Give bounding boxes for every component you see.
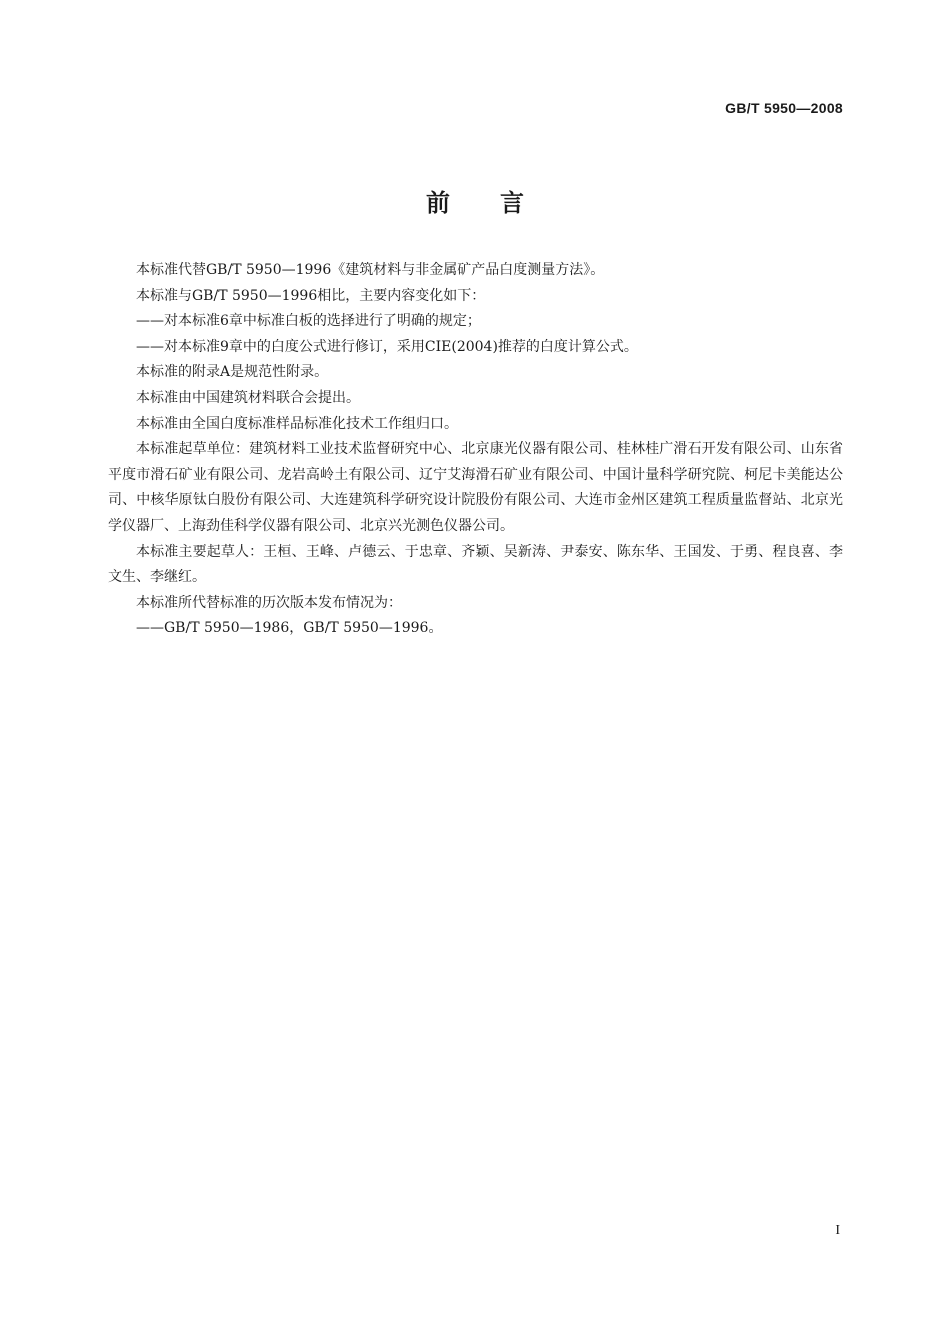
paragraph: 本标准所代替标准的历次版本发布情况为： [136,594,402,611]
title-char-2: 言 [500,189,524,217]
title-char-1: 前 [426,189,450,217]
standard-code: GB/T 5950—2008 [725,100,843,116]
paragraph: 本标准由全国白度标准样品标准化技术工作组归口。 [136,415,458,432]
paragraph: ——对本标准6章中标准白板的选择进行了明确的规定； [136,313,481,330]
paragraph: 本标准代替GB/T 5950—1996《建筑材料与非金属矿产品白度测量方法》。 [136,262,605,278]
page-title [0,183,950,218]
page-number: I [835,1223,840,1238]
paragraph: 本标准主要起草人：王桓、王峰、卢德云、于忠章、齐颖、吴新涛、尹泰安、陈东华、王国发、于勇、程良喜、李文生、李继红。 [108,543,843,586]
paragraph: 本标准由中国建筑材料联合会提出。 [136,389,360,406]
paragraph: ——GB/T 5950—1986，GB/T 5950—1996。 [136,620,443,637]
preface-body [108,258,843,642]
paragraph: 本标准起草单位：建筑材料工业技术监督研究中心、北京康光仪器有限公司、桂林桂广滑石开发有限公司、山东省平度市滑石矿业有限公司、龙岩高岭土有限公司、辽宁艾海滑石矿业有限公司、中国计量科学研究院、柯尼卡美能达公司、中核华原钛白股份有限公司、大连建筑科学研究设计院股份有限公司、大连市金州区建筑工程质量监督站、北京光学仪器厂、上海劲佳科学仪器有限公司、北京兴光测色仪器公司。 [108,441,843,534]
paragraph: 本标准的附录A是规范性附录。 [136,364,329,381]
paragraph: 本标准与GB/T 5950—1996相比，主要内容变化如下： [136,287,486,304]
paragraph: ——对本标准9章中的白度公式进行修订，采用CIE(2004)推荐的白度计算公式。 [136,338,638,355]
